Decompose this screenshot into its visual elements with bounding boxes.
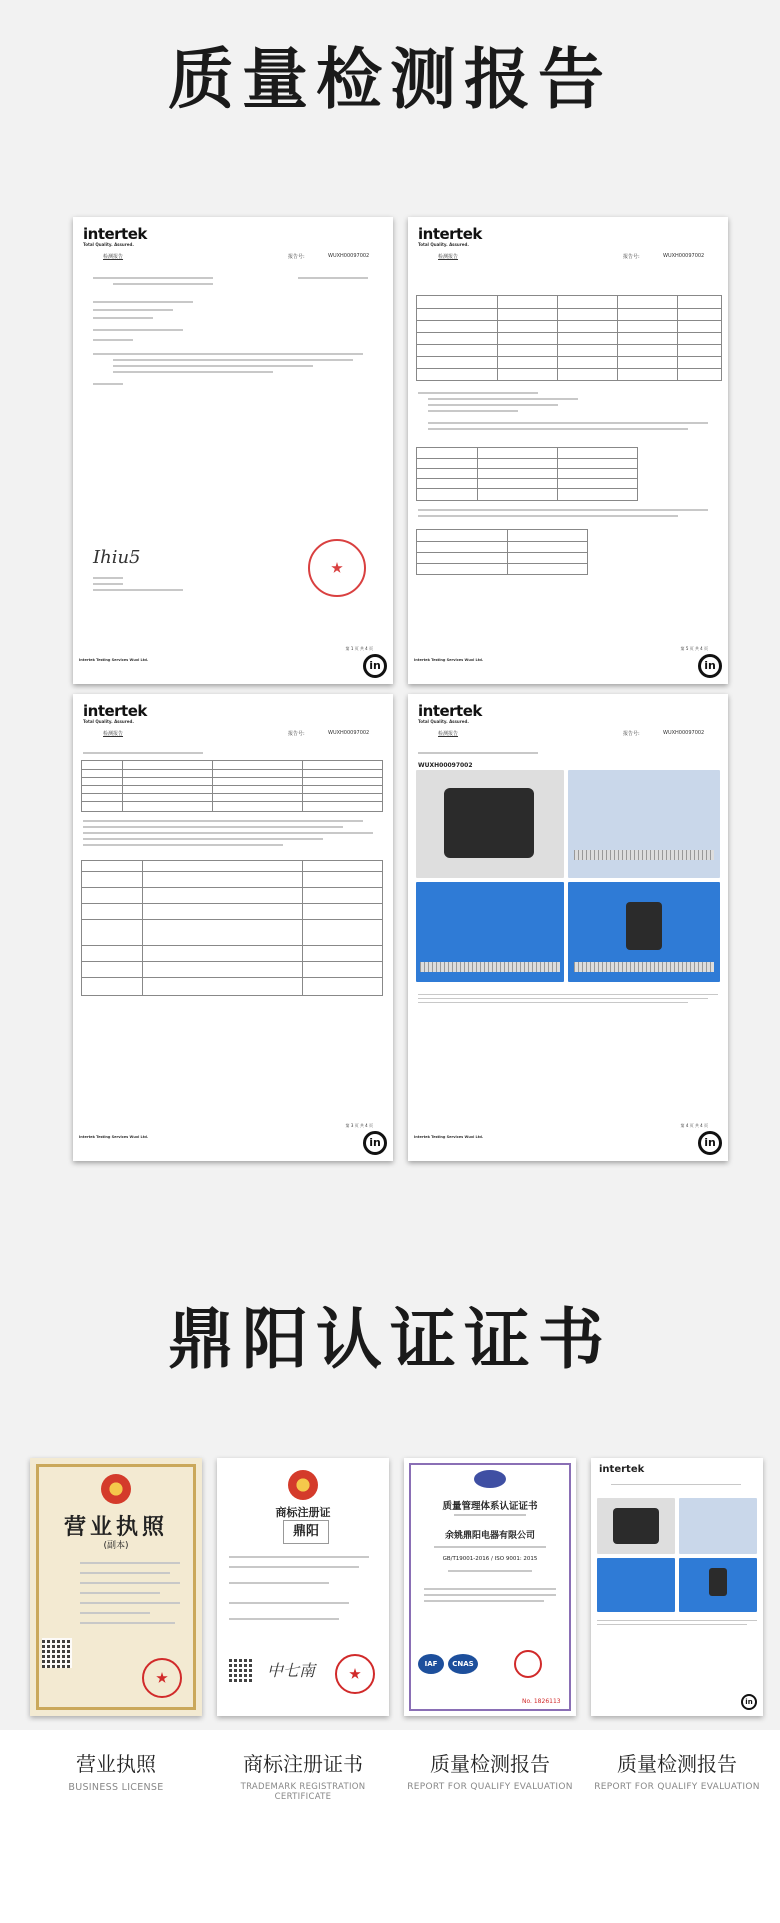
report-page-1 — [73, 217, 393, 684]
official-seal — [335, 1654, 375, 1694]
report-footer: Intertek Testing Services Wuxi Ltd. — [79, 658, 149, 662]
intertek-tagline: Total Quality. Assured. — [418, 242, 469, 247]
report-no-label: 报告号: — [288, 731, 305, 737]
report-no: WUXH00097002 — [663, 253, 705, 259]
report-no: WUXH00097002 — [663, 730, 705, 736]
page-number: 第 5 页 共 4 页 — [680, 646, 708, 651]
intertek-logo: intertek — [83, 225, 147, 243]
intertek-logo: intertek — [83, 702, 147, 720]
cert-name-quality-report-2: 质量检测报告 — [617, 1752, 737, 1776]
sample-photo-case — [416, 770, 564, 878]
qr-code-icon — [229, 1658, 253, 1682]
cert-subtitle-business-license: BUSINESS LICENSE — [68, 1782, 164, 1793]
signature: Ihiu5 — [93, 547, 141, 568]
intertek-tagline: Total Quality. Assured. — [83, 719, 134, 724]
cert-subtitle-quality-report-1: REPORT FOR QUALIFY EVALUATION — [407, 1782, 573, 1792]
inspection-stamp — [308, 539, 366, 597]
page-number: 第 3 页 共 4 页 — [345, 1123, 373, 1128]
intertek-circle-icon: in — [363, 1131, 387, 1155]
certifier-seal — [514, 1650, 542, 1678]
official-seal — [142, 1658, 182, 1698]
national-emblem-icon — [101, 1474, 131, 1504]
qr-code-icon — [42, 1638, 72, 1668]
certifier-logo-icon — [474, 1470, 506, 1488]
intertek-circle-icon: in — [363, 654, 387, 678]
cert-name-business-license: 营业执照 — [76, 1752, 156, 1776]
chem-table — [81, 860, 383, 996]
report-footer: Intertek Testing Services Wuxi Ltd. — [414, 658, 484, 662]
trademark-certificate-image: 商标注册证 鼎阳 中七南 — [217, 1458, 389, 1716]
trademark-sample: 鼎阳 — [283, 1520, 329, 1544]
quality-system-certificate-image: 质量管理体系认证证书 余姚鼎阳电器有限公司 GB/T19001-2016 / ISO 9001: 2015 IAF CNAS No. 1826113 — [404, 1458, 576, 1716]
sample-photo-screws — [597, 1558, 675, 1612]
report-footer: Intertek Testing Services Wuxi Ltd. — [414, 1135, 484, 1139]
cnas-logo-icon: CNAS — [448, 1654, 478, 1674]
business-license-image: 营业执照 (副本) — [30, 1458, 202, 1716]
intertek-logo: intertek — [418, 225, 482, 243]
report-footer: Intertek Testing Services Wuxi Ltd. — [79, 1135, 149, 1139]
cert-subtitle-trademark: TRADEMARK REGISTRATION CERTIFICATE — [240, 1782, 366, 1802]
intertek-circle-icon: in — [698, 654, 722, 678]
cert-name-quality-report-1: 质量检测报告 — [430, 1752, 550, 1776]
doc-label: 检测报告 — [438, 731, 459, 737]
quality-report-heading: 质量检测报告 — [168, 41, 612, 118]
intertek-circle-icon: in — [741, 1694, 757, 1710]
intertek-logo: intertek — [599, 1464, 645, 1475]
sample-photo-latch — [679, 1558, 757, 1612]
certificate-number: No. 1826113 — [522, 1698, 561, 1705]
intertek-logo: intertek — [418, 702, 482, 720]
report-no: WUXH00097002 — [328, 253, 370, 259]
report-no-label: 报告号: — [623, 731, 640, 737]
xrf-table — [81, 760, 383, 812]
report-page-2 — [408, 217, 728, 684]
doc-label: 检测报告 — [103, 731, 124, 737]
report-page-4 — [408, 694, 728, 1161]
sample-photo-parts — [568, 770, 720, 878]
intertek-tagline: Total Quality. Assured. — [418, 719, 469, 724]
national-emblem-icon — [288, 1470, 318, 1500]
page-number: 第 1 页 共 4 页 — [345, 646, 373, 651]
sample-photo-parts — [679, 1498, 757, 1554]
report-header — [103, 253, 373, 263]
sample-photo-case — [597, 1498, 675, 1554]
sample-photo-latch — [568, 882, 720, 982]
limits-table — [416, 447, 638, 501]
cert-name-trademark: 商标注册证书 — [243, 1752, 363, 1776]
report-no-label: 报告号: — [288, 254, 305, 260]
report-header — [103, 730, 373, 740]
certificates-heading: 鼎阳认证证书 — [168, 1301, 612, 1378]
doc-label: 检测报告 — [438, 254, 459, 260]
intertek-tagline: Total Quality. Assured. — [83, 242, 134, 247]
sample-id: WUXH00097002 — [418, 762, 473, 769]
phthalate-table — [416, 529, 588, 575]
iaf-logo-icon: IAF — [418, 1654, 444, 1674]
report-page-3 — [73, 694, 393, 1161]
results-table — [416, 295, 722, 381]
intertek-circle-icon: in — [698, 1131, 722, 1155]
report-header — [438, 253, 708, 263]
doc-label: 检测报告 — [103, 254, 124, 260]
intertek-report-thumbnail — [591, 1458, 763, 1716]
report-header — [438, 730, 708, 740]
report-no-label: 报告号: — [623, 254, 640, 260]
cert-subtitle-quality-report-2: REPORT FOR QUALIFY EVALUATION — [594, 1782, 760, 1792]
report-no: WUXH00097002 — [328, 730, 370, 736]
page-number: 第 4 页 共 4 页 — [680, 1123, 708, 1128]
signature: 中七南 — [267, 1661, 316, 1680]
sample-photo-screws — [416, 882, 564, 982]
